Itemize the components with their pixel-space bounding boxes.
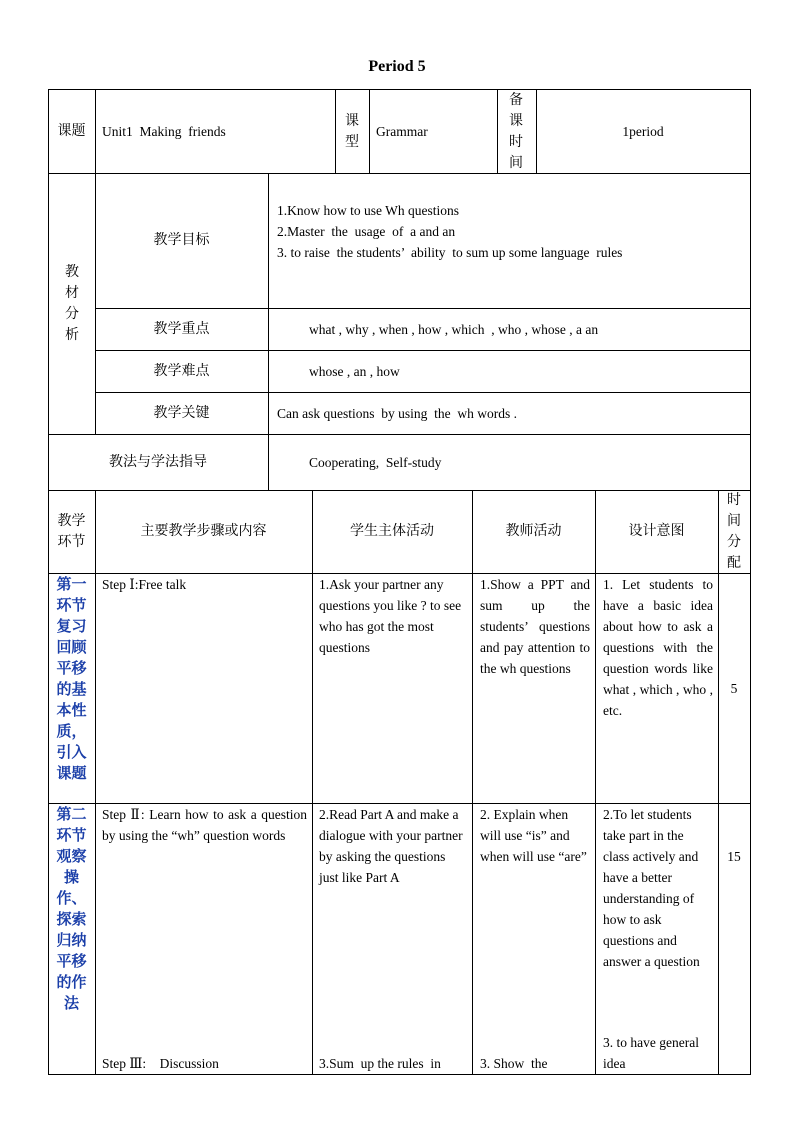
method-value: Cooperating, Self-study [309, 454, 442, 470]
topic-label: 课题 [57, 123, 86, 139]
content-header: 主要教学步骤或内容 [140, 523, 267, 539]
goals-list [277, 200, 747, 263]
grid-line [312, 490, 313, 1075]
content-2-step3: Step Ⅲ: Discussion [102, 1056, 219, 1071]
student-activity-2: 2.Read Part A and make a dialogue with your partner by asking the questions just like Part A [319, 807, 463, 885]
grid-line [369, 89, 370, 174]
design-intent-1: 1. Let students to have a basic idea about how to ask a questions with the question words like what , which , who , etc. [603, 577, 713, 718]
student-activity-2-step3: 3.Sum up the rules in [319, 1056, 441, 1071]
time-header: 时间分配 [727, 491, 741, 571]
teacher-activity-2: 2. Explain when will use “is” and when will use “are” [480, 807, 587, 864]
prep-label: 备课时间 [509, 91, 523, 171]
type-label: 课型 [345, 112, 359, 150]
design-intent-2: 2.To let students take part in the class actively and have a better understanding of how to ask questions and answer a question [603, 807, 700, 969]
grid-line [497, 89, 498, 174]
crux-label: 教学关键 [153, 404, 210, 421]
stage-2: 第二环节观察操作、探索归纳平移的作法 [56, 805, 87, 1012]
teacher-activity-2-step3: 3. Show the [480, 1056, 548, 1071]
key-points-label: 教学重点 [153, 320, 210, 337]
time-2: 15 [727, 849, 741, 864]
method-label: 教法与学法指导 [109, 453, 207, 470]
student-activity-1: 1.Ask your partner any questions you like ? to see who has got the most questions [319, 577, 462, 655]
page-title: Period 5 [368, 58, 426, 75]
grid-line [95, 490, 96, 1075]
grid-line [335, 89, 336, 174]
grid-line [472, 490, 473, 1075]
grid-line [595, 490, 596, 1075]
difficult-points-label: 教学难点 [153, 362, 210, 379]
difficult-points-value: whose , an , how [309, 363, 400, 379]
teacher-header: 教师活动 [505, 523, 562, 539]
goals-label: 教学目标 [153, 232, 210, 248]
grid-line [48, 1074, 751, 1075]
stage-header: 教学环节 [57, 512, 86, 550]
analysis-section-label: 教材分析 [65, 264, 79, 343]
crux-value: Can ask questions by using the wh words . [277, 405, 517, 421]
grid-line [268, 173, 269, 491]
key-points-value: what , why , when , how , which , who , whose , a an [309, 321, 599, 337]
stage-1: 第一环节复习回顾平移的基本性质，引入课题 [56, 575, 87, 782]
time-1: 5 [730, 681, 738, 696]
goal-item: 3. to raise the students’ ability to sum up some language rules [277, 245, 623, 260]
prep-value: 1period [622, 124, 664, 139]
topic-value: Unit1 Making friends [102, 124, 226, 139]
grid-line [750, 89, 751, 1075]
grid-line [48, 89, 49, 1075]
grid-line [95, 89, 96, 174]
teacher-activity-1: 1.Show a PPT and sum up the students’ questions and pay attention to the wh questions [480, 577, 590, 676]
design-intent-2-step3: 3. to have general idea [603, 1035, 699, 1071]
goal-item: 2.Master the usage of a and an [277, 224, 456, 239]
content-2: Step Ⅱ: Learn how to ask a question by using the “wh” question words [102, 807, 307, 843]
type-value: Grammar [376, 124, 428, 139]
content-1: Step Ⅰ:Free talk [102, 577, 187, 592]
student-header: 学生主体活动 [350, 523, 434, 539]
goal-item: 1.Know how to use Wh questions [277, 203, 459, 218]
intent-header: 设计意图 [628, 523, 685, 539]
